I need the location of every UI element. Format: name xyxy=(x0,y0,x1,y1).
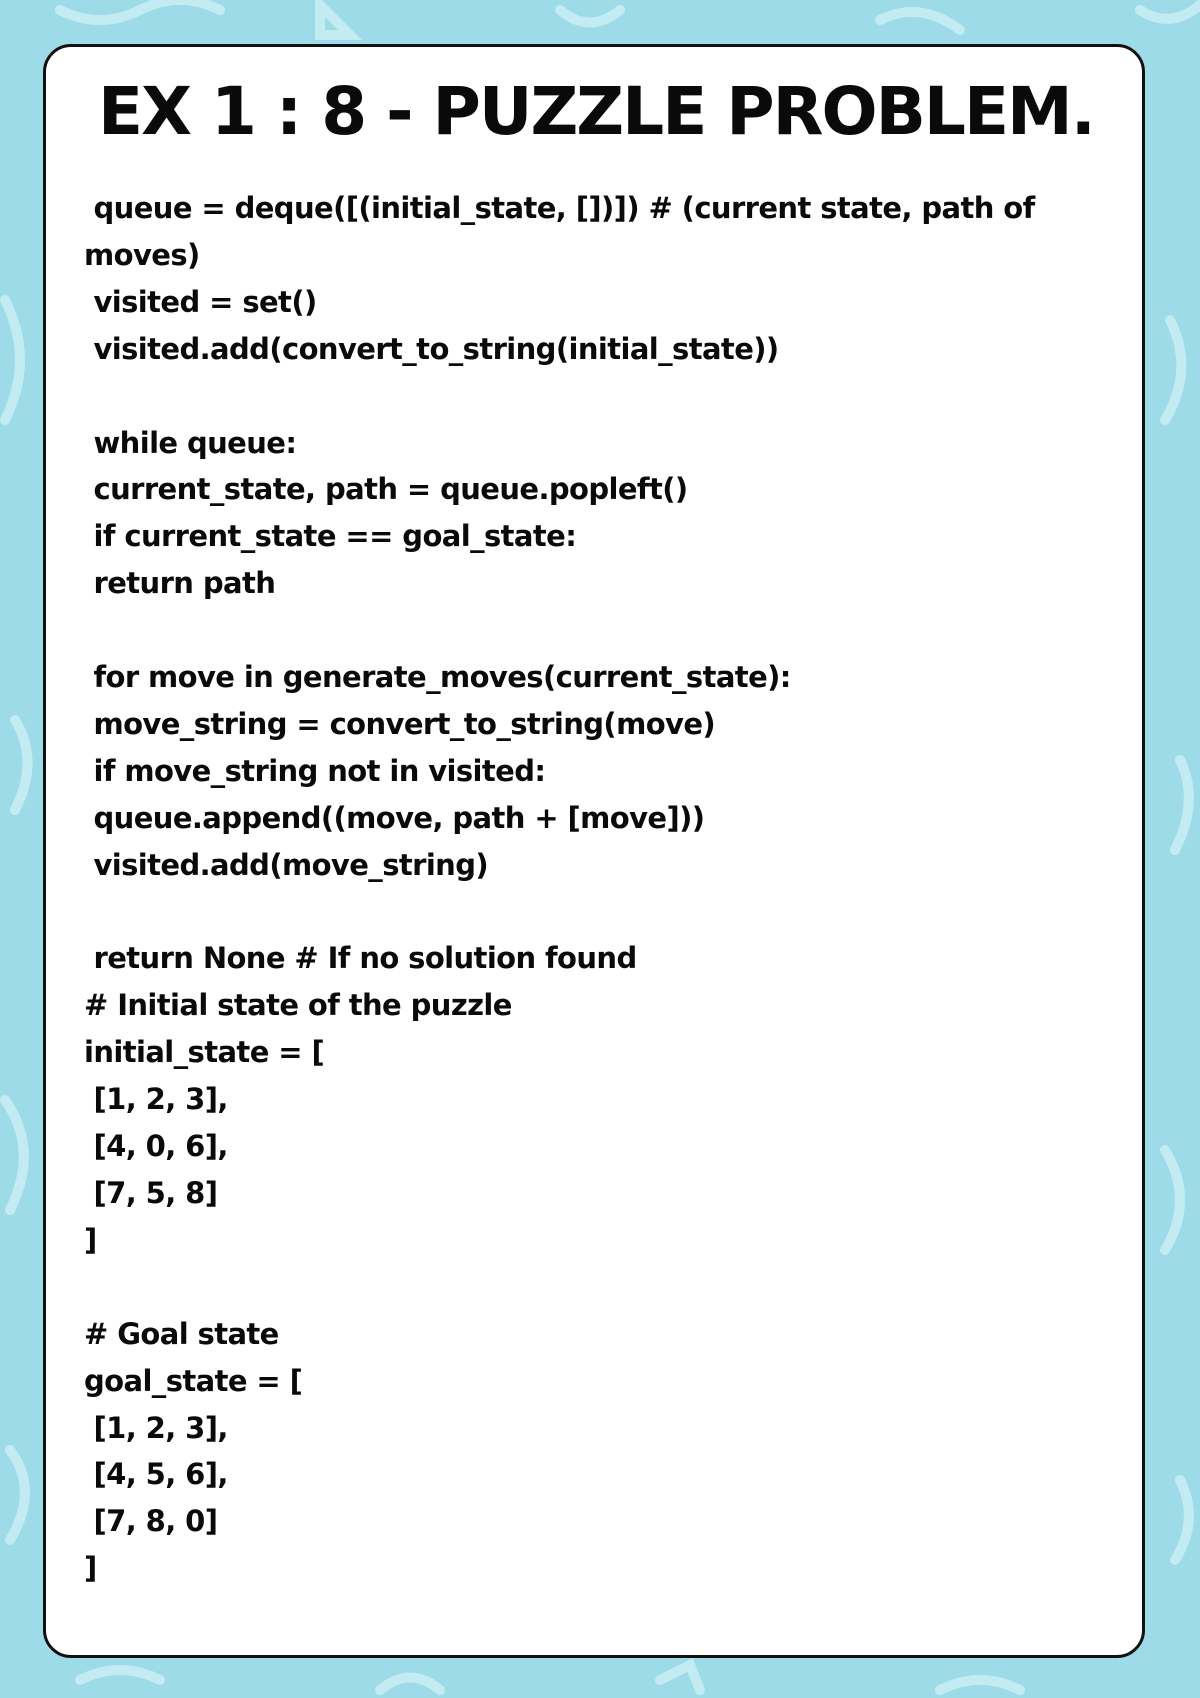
code-line: [1, 2, 3], xyxy=(84,1082,228,1117)
code-line: ] xyxy=(84,1551,97,1586)
code-line xyxy=(84,889,1114,936)
code-line: [1, 2, 3], xyxy=(84,1410,228,1445)
content-card xyxy=(43,44,1145,1658)
code-block xyxy=(84,185,1114,1592)
code-line: visited.add(convert_to_string(initial_state)) xyxy=(84,331,779,366)
code-line xyxy=(84,373,1114,420)
code-line: goal_state = [ xyxy=(84,1363,303,1398)
code-line: move_string = convert_to_string(move) xyxy=(84,706,716,741)
code-line: # Initial state of the puzzle xyxy=(84,988,512,1023)
code-line xyxy=(84,607,1114,654)
code-line: # Goal state xyxy=(84,1316,279,1351)
code-line: queue = deque([(initial_state, [])]) # (current state, path of xyxy=(84,191,1035,225)
code-line: [7, 8, 0] xyxy=(84,1504,218,1539)
code-line: moves) xyxy=(84,237,200,272)
code-line: ] xyxy=(84,1222,97,1257)
code-line: [4, 5, 6], xyxy=(84,1457,228,1492)
code-line xyxy=(84,1264,1114,1311)
code-line: queue.append((move, path + [move])) xyxy=(84,800,705,835)
code-line: if move_string not in visited: xyxy=(84,753,546,788)
page-title: EX 1 : 8 - PUZZLE PROBLEM. xyxy=(98,73,1094,150)
code-line: while queue: xyxy=(84,425,297,460)
code-line: if current_state == goal_state: xyxy=(84,519,577,554)
code-line: current_state, path = queue.popleft() xyxy=(84,472,688,507)
code-line: return path xyxy=(84,566,276,601)
code-line: initial_state = [ xyxy=(84,1035,325,1070)
code-line: for move in generate_moves(current_state): xyxy=(84,660,791,695)
code-line: visited.add(move_string) xyxy=(84,847,489,882)
code-line: visited = set() xyxy=(84,284,317,319)
code-line: return None # If no solution found xyxy=(84,941,637,976)
code-line: [4, 0, 6], xyxy=(84,1129,228,1164)
code-line: [7, 5, 8] xyxy=(84,1175,218,1210)
